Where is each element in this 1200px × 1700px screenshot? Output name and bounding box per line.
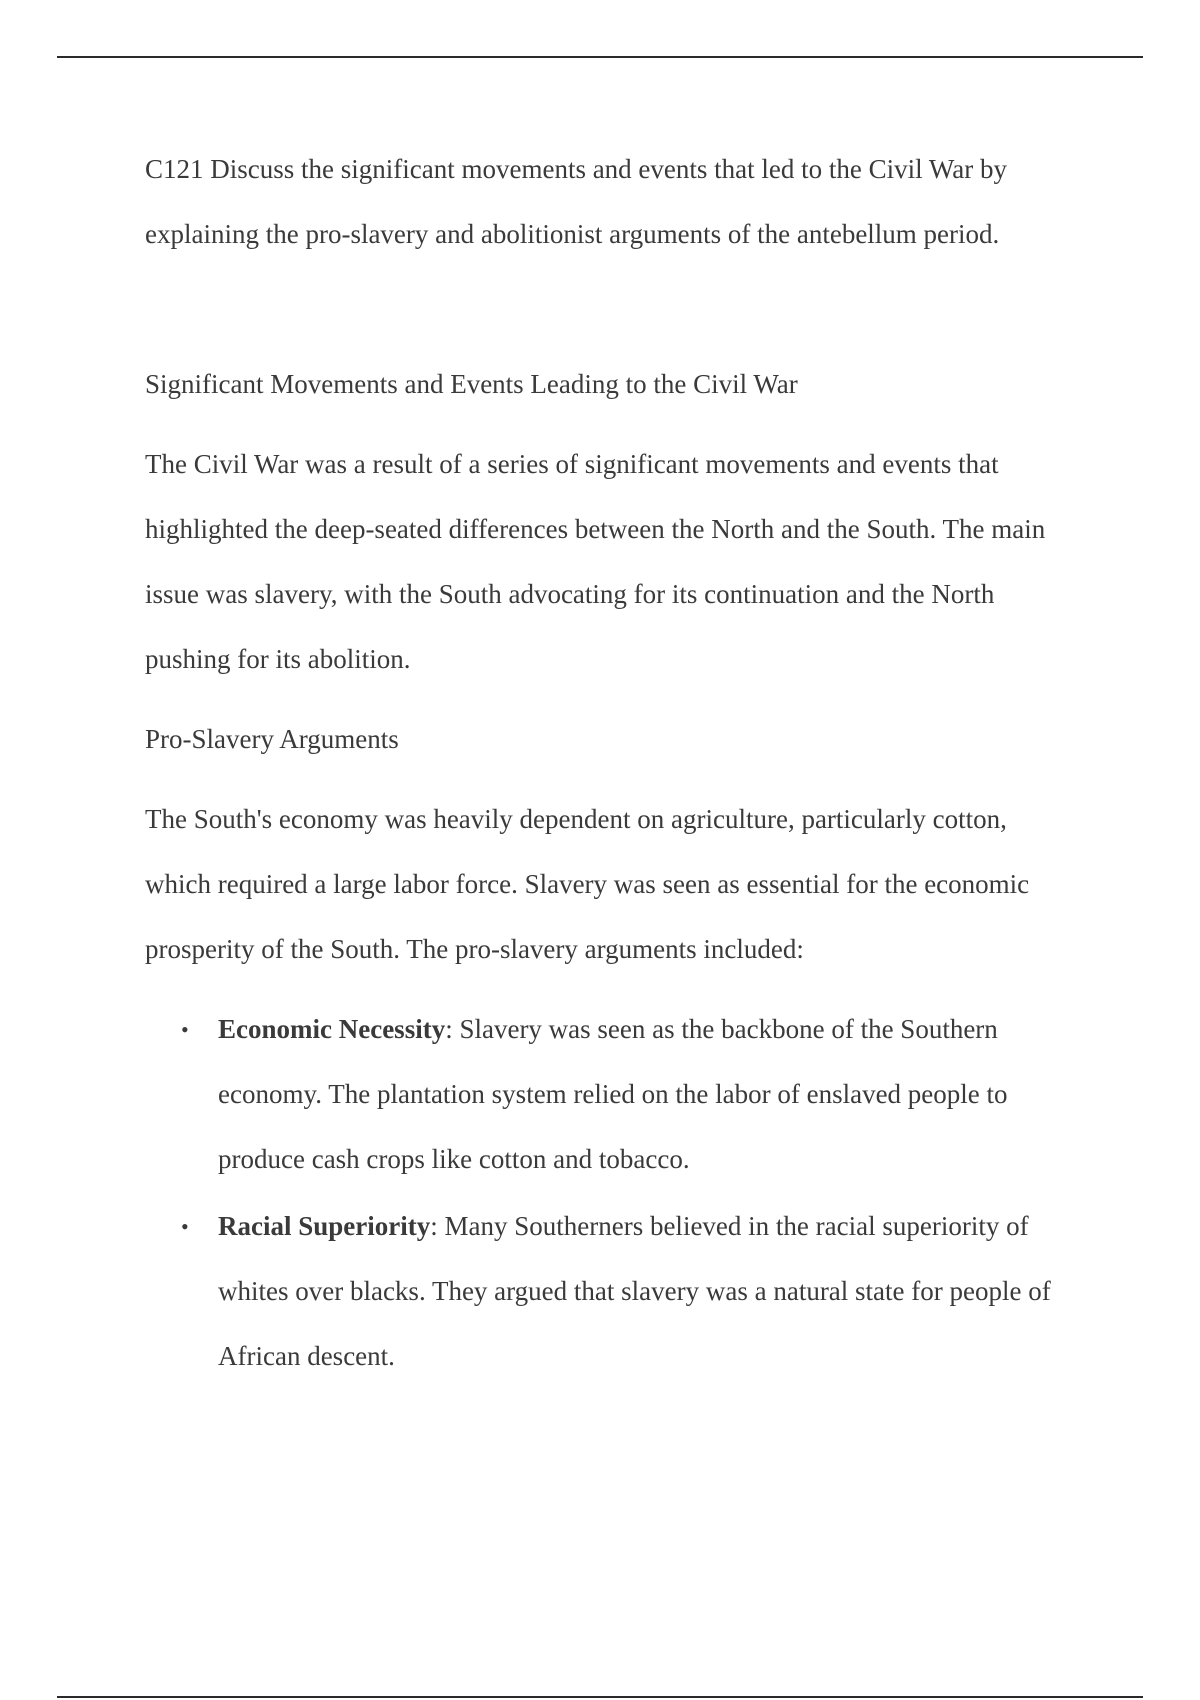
bottom-rule bbox=[57, 1696, 1143, 1698]
argument-term: Economic Necessity bbox=[218, 1014, 446, 1044]
top-rule bbox=[57, 56, 1143, 58]
argument-text: : Many Southerners believed in the racial superiority of whites over blacks. They argued that slavery was a natural state for people of African descent. bbox=[218, 1211, 1051, 1371]
arguments-list bbox=[145, 997, 1065, 1389]
list-item bbox=[145, 1194, 1065, 1389]
assignment-prompt: C121 Discuss the significant movements and events that led to the Civil War by explaining the pro-slavery and abolitionist arguments of the antebellum period. bbox=[145, 154, 1007, 249]
list-item bbox=[145, 997, 1065, 1192]
bullet-icon: • bbox=[181, 1017, 189, 1042]
section-heading: Significant Movements and Events Leading to the Civil War bbox=[145, 369, 798, 399]
argument-text: : Slavery was seen as the backbone of the Southern economy. The plantation system relied on the labor of enslaved people to produce cash crops like cotton and tobacco. bbox=[218, 1014, 1008, 1174]
document-body bbox=[145, 137, 1065, 1391]
bullet-icon: • bbox=[181, 1214, 189, 1239]
argument-term: Racial Superiority bbox=[218, 1211, 431, 1241]
section-paragraph: The Civil War was a result of a series of significant movements and events that highlighted the deep-seated differences between the North and the South. The main issue was slavery, with the South advocating for its continuation and the North pushing for its abolition. bbox=[145, 449, 1046, 674]
pro-slavery-paragraph: The South's economy was heavily dependent on agriculture, particularly cotton, which required a large labor force. Slavery was seen as essential for the economic prosperity of the South. The pro-slavery arguments included: bbox=[145, 804, 1030, 964]
pro-slavery-heading: Pro-Slavery Arguments bbox=[145, 724, 399, 754]
